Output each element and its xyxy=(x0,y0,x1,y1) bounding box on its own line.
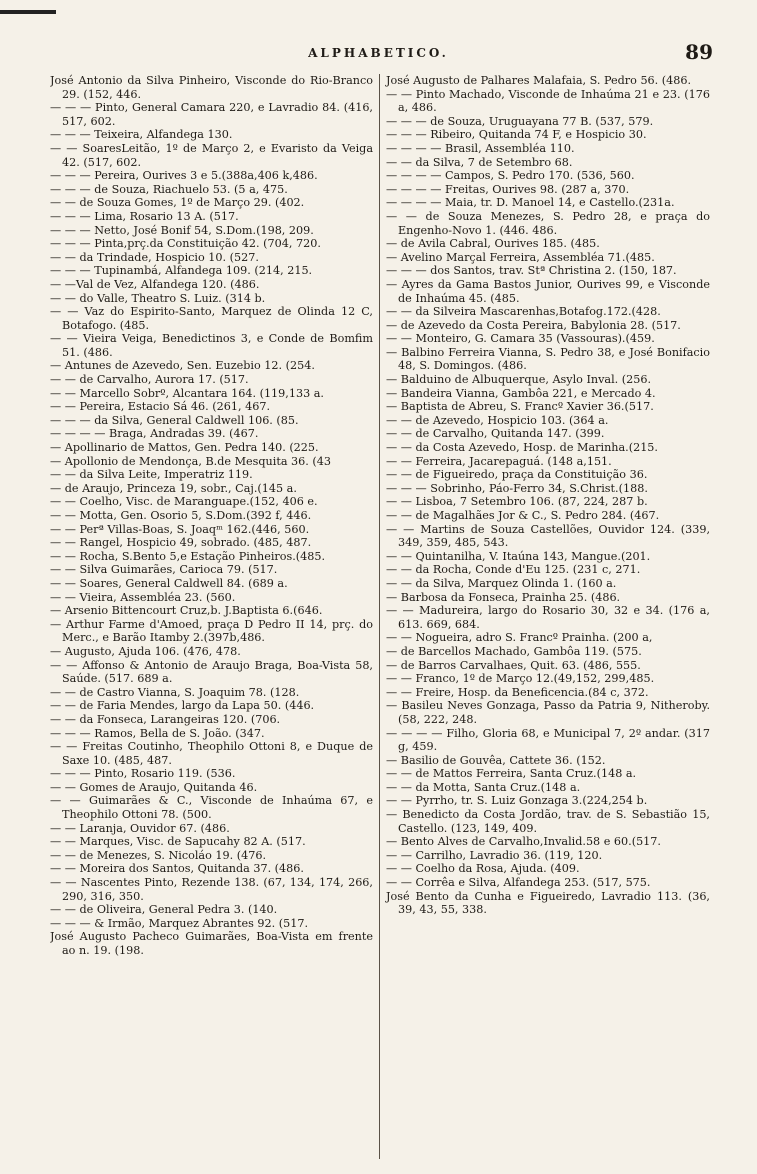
directory-entry: — — — da Silva, General Caldwell 106. (85. xyxy=(50,413,299,427)
directory-entry: — de Barros Carvalhaes, Quit. 63. (486, 555. xyxy=(386,658,641,672)
directory-entry: — — da Silva Leite, Imperatriz 119. xyxy=(50,468,253,482)
directory-entry: — — Vaz do Espirito-Santo, Marquez de Olinda 12 C, Botafogo. (485. xyxy=(50,305,373,332)
directory-entry: — — de Souza Menezes, S. Pedro 28, e praça do Engenho-Novo 1. (446. 486. xyxy=(386,209,710,237)
directory-entry: — — da Fonseca, Larangeiras 120. (706. xyxy=(50,712,281,726)
left-column xyxy=(50,74,380,1159)
directory-entry: — — da Silva, Marquez Olinda 1. (160 a. xyxy=(386,576,617,590)
directory-entry: — Basilio de Gouvêa, Cattete 36. (152. xyxy=(386,753,606,767)
directory-entry: — — da Silva, 7 de Setembro 68. xyxy=(386,155,573,169)
directory-entry: — Benedicto da Costa Jordão, trav. de S. Sebastião 15, Castello. (123, 149, 409. xyxy=(386,808,710,835)
directory-entry: — de Avila Cabral, Ourives 185. (485. xyxy=(386,237,600,251)
running-head: ALPHABETICO. xyxy=(308,46,449,60)
entry-columns xyxy=(50,74,710,1159)
directory-entry: — — do Valle, Theatro S. Luiz. (314 b. xyxy=(50,291,266,305)
directory-entry: — — da Costa Azevedo, Hosp. de Marinha.(215. xyxy=(386,441,658,455)
directory-entry: — — Madureira, largo do Rosario 30, 32 e 34. (176 a, 613. 669, 684. xyxy=(386,604,710,631)
directory-entry: — — de Castro Vianna, S. Joaquim 78. (128. xyxy=(50,685,300,699)
directory-entry: — — — Pereira, Ourives 3 e 5.(388a,406 k,486. xyxy=(50,169,318,183)
directory-entry: — —Val de Vez, Alfandega 120. (486. xyxy=(50,277,260,291)
directory-entry: — — Nogueira, adro S. Francº Prainha. (200 a, xyxy=(386,631,653,645)
directory-entry: — — Perª Villas-Boas, S. Joaqᵐ 162.(446, 560. xyxy=(50,522,310,536)
directory-entry: — — — Ribeiro, Quitanda 74 F, e Hospicio 30. xyxy=(386,128,647,142)
directory-entry: — — — Pinto, Rosario 119. (536. xyxy=(50,767,236,781)
directory-entry: — — de Menezes, S. Nicoláo 19. (476. xyxy=(50,848,267,862)
directory-entry: — — — — Brasil, Assembléa 110. xyxy=(386,141,575,155)
directory-entry: — Augusto, Ajuda 106. (476, 478. xyxy=(50,644,241,658)
directory-entry: — — de Carvalho, Quitanda 147. (399. xyxy=(386,427,605,441)
directory-entry: José Antonio da Silva Pinheiro, Visconde do Rio-Branco 29. (152, 446. xyxy=(50,74,373,101)
directory-entry: — — — de Souza, Riachuelo 53. (5 a, 475. xyxy=(50,182,288,196)
directory-entry: — — de Oliveira, General Pedra 3. (140. xyxy=(50,903,278,917)
directory-entry: — — Nascentes Pinto, Rezende 138. (67, 134, 174, 266, 290, 316, 350. xyxy=(50,876,373,903)
directory-entry: — — Gomes de Araujo, Quitanda 46. xyxy=(50,780,258,794)
directory-entry: — Ayres da Gama Bastos Junior, Ourives 99, e Visconde de Inhaúma 45. (485. xyxy=(386,277,710,305)
directory-entry: — — Carrilho, Lavradio 36. (119, 120. xyxy=(386,848,603,862)
directory-entry: — — — Lima, Rosario 13 A. (517. xyxy=(50,209,239,223)
directory-entry: — — — — Filho, Gloria 68, e Municipal 7, 2º andar. (317 g, 459. xyxy=(386,726,710,754)
directory-entry: — — Guimarães & C., Visconde de Inhaúma 67, e Theophilo Ottoni 78. (500. xyxy=(50,794,373,822)
directory-entry: — — Affonso & Antonio de Araujo Braga, Boa-Vista 58, Saúde. (517. 689 a. xyxy=(50,658,373,686)
directory-entry: — Balbino Ferreira Vianna, S. Pedro 38, e José Bonifacio 48, S. Domingos. (486. xyxy=(386,345,710,373)
directory-entry: — — — Pinta,prç.da Constituição 42. (704, 720. xyxy=(50,237,321,251)
directory-entry: — — Coelho, Visc. de Maranguape.(152, 406 e. xyxy=(50,495,318,509)
directory-entry: — — Corrêa e Silva, Alfandega 253. (517, 575. xyxy=(386,876,651,890)
directory-entry: — — Ferreira, Jacarepaguá. (148 a,151. xyxy=(386,454,612,468)
directory-entry: — — Rocha, S.Bento 5,e Estação Pinheiros.(485. xyxy=(50,549,326,563)
directory-entry: — — da Silveira Mascarenhas,Botafog.172.(428. xyxy=(386,305,661,319)
directory-entry: — — de Figueiredo, praça da Constituição 36. xyxy=(386,468,648,482)
directory-entry: — — Lisboa, 7 Setembro 106. (87, 224, 287 b. xyxy=(386,495,648,509)
directory-entry: — — de Azevedo, Hospicio 103. (364 a. xyxy=(386,413,609,427)
directory-entry: — Arthur Farme d'Amoed, praça D Pedro II 14, prç. do Merc., e Barão Itamby 2.(397b,486. xyxy=(50,617,373,645)
directory-entry: — Apollonio de Mendonça, B.de Mesquita 36. (43 xyxy=(50,454,332,468)
right-column xyxy=(380,74,710,1159)
directory-entry: — — Pereira, Estacio Sá 46. (261, 467. xyxy=(50,400,270,414)
directory-entry: — — de Carvalho, Aurora 17. (517. xyxy=(50,373,249,387)
directory-entry: — Balduino de Albuquerque, Asylo Inval. (256. xyxy=(386,373,652,387)
top-rule-mark xyxy=(0,10,56,14)
directory-entry: — — — de Souza, Uruguayana 77 B. (537, 579. xyxy=(386,114,654,128)
directory-entry: José Augusto Pacheco Guimarães, Boa-Vista em frente ao n. 19. (198. xyxy=(50,930,373,957)
directory-entry: — — Monteiro, G. Camara 35 (Vassouras).(459. xyxy=(386,332,655,346)
directory-entry: — — — — Braga, Andradas 39. (467. xyxy=(50,427,259,441)
directory-entry: — de Azevedo da Costa Pereira, Babylonia 28. (517. xyxy=(386,318,681,332)
directory-entry: — — — Ramos, Bella de S. João. (347. xyxy=(50,726,265,740)
directory-entry: — — Laranja, Ouvidor 67. (486. xyxy=(50,821,230,835)
directory-entry: — — Vieira, Assembléa 23. (560. xyxy=(50,590,236,604)
directory-entry: — Bandeira Vianna, Gambôa 221, e Mercado 4. xyxy=(386,386,656,400)
directory-entry: — — Franco, 1º de Março 12.(49,152, 299,485. xyxy=(386,672,655,686)
directory-entry: — — Quintanilha, V. Itaúna 143, Mangue.(201. xyxy=(386,549,651,563)
directory-entry: José Augusto de Palhares Malafaia, S. Pedro 56. (486. xyxy=(386,74,692,87)
directory-entry: — de Araujo, Princeza 19, sobr., Caj.(145 a. xyxy=(50,481,297,495)
directory-entry: — — Soares, General Caldwell 84. (689 a. xyxy=(50,576,288,590)
page-number: 89 xyxy=(685,40,713,64)
directory-entry: — — da Rocha, Conde d'Eu 125. (231 c, 271. xyxy=(386,563,641,577)
directory-entry: — — da Motta, Santa Cruz.(148 a. xyxy=(386,780,581,794)
directory-entry: — — — — Maia, tr. D. Manoel 14, e Castello.(231a. xyxy=(386,196,675,210)
directory-entry: — Avelino Marçal Ferreira, Assembléa 71.(485. xyxy=(386,250,655,264)
directory-entry: — Antunes de Azevedo, Sen. Euzebio 12. (254. xyxy=(50,359,315,373)
directory-entry: — — — — Campos, S. Pedro 170. (536, 560. xyxy=(386,169,635,183)
directory-entry: — Bento Alves de Carvalho,Invalid.58 e 60.(517. xyxy=(386,835,661,849)
directory-entry: — — — — Freitas, Ourives 98. (287 a, 370. xyxy=(386,182,630,196)
directory-entry: — — de Mattos Ferreira, Santa Cruz.(148 a. xyxy=(386,767,637,781)
directory-entry: — de Barcellos Machado, Gambôa 119. (575. xyxy=(386,644,642,658)
directory-entry: — — Martins de Souza Castellões, Ouvidor 124. (339, 349, 359, 485, 543. xyxy=(386,522,710,550)
directory-entry: — Baptista de Abreu, S. Francº Xavier 36.(517. xyxy=(386,400,654,414)
directory-entry: — — — Sobrinho, Páo-Ferro 34, S.Christ.(188. xyxy=(386,481,648,495)
directory-entry: — — — Teixeira, Alfandega 130. xyxy=(50,128,233,142)
directory-entry: — — de Faria Mendes, largo da Lapa 50. (446. xyxy=(50,699,315,713)
directory-entry: — — — dos Santos, trav. Stª Christina 2. (150, 187. xyxy=(386,264,677,278)
directory-entry: — — Freitas Coutinho, Theophilo Ottoni 8, e Duque de Saxe 10. (485, 487. xyxy=(50,740,373,767)
directory-entry: — — Freire, Hosp. da Beneficencia.(84 c, 372. xyxy=(386,685,649,699)
directory-entry: — — de Magalhães Jor & C., S. Pedro 284. (467. xyxy=(386,509,660,522)
directory-entry: — — SoaresLeitão, 1º de Março 2, e Evaristo da Veiga 42. (517, 602. xyxy=(50,141,373,169)
directory-entry: — Basileu Neves Gonzaga, Passo da Patria 9, Nitheroby. (58, 222, 248. xyxy=(386,699,710,726)
directory-entry: — — Pinto Machado, Visconde de Inhaúma 21 e 23. (176 a, 486. xyxy=(386,87,710,115)
directory-entry: — — — Tupinambá, Alfandega 109. (214, 215. xyxy=(50,264,313,278)
directory-entry: — — — & Irmão, Marquez Abrantes 92. (517. xyxy=(50,916,309,930)
directory-entry: — — Rangel, Hospicio 49, sobrado. (485, 487. xyxy=(50,536,312,550)
directory-entry: — — da Trindade, Hospicio 10. (527. xyxy=(50,250,259,264)
directory-entry: — — Marques, Visc. de Sapucahy 82 A. (517. xyxy=(50,835,306,849)
directory-entry: — — — Pinto, General Camara 220, e Lavradio 84. (416, 517, 602. xyxy=(50,101,373,128)
directory-entry: — — Motta, Gen. Osorio 5, S.Dom.(392 f, 446. xyxy=(50,509,312,522)
directory-entry: — — Moreira dos Santos, Quitanda 37. (486. xyxy=(50,862,304,876)
directory-entry: — — de Souza Gomes, 1º de Março 29. (402. xyxy=(50,196,305,210)
directory-entry: — Arsenio Bittencourt Cruz,b. J.Baptista 6.(646. xyxy=(50,604,323,618)
directory-entry: — Barbosa da Fonseca, Prainha 25. (486. xyxy=(386,590,621,604)
directory-entry: — — Silva Guimarães, Carioca 79. (517. xyxy=(50,563,278,577)
directory-entry: José Bento da Cunha e Figueiredo, Lavradio 113. (36, 39, 43, 55, 338. xyxy=(386,889,710,917)
directory-entry: — — Vieira Veiga, Benedictinos 3, e Conde de Bomfim 51. (486. xyxy=(50,332,373,359)
directory-entry: — — Coelho da Rosa, Ajuda. (409. xyxy=(386,862,580,876)
directory-entry: — Apollinario de Mattos, Gen. Pedra 140. (225. xyxy=(50,441,319,455)
directory-entry: — — Pyrrho, tr. S. Luiz Gonzaga 3.(224,254 b. xyxy=(386,794,648,808)
directory-entry: — — Marcello Sobrº, Alcantara 164. (119,133 a. xyxy=(50,386,324,400)
page-header xyxy=(0,40,757,70)
directory-entry: — — — Netto, José Bonif 54, S.Dom.(198, 209. xyxy=(50,223,314,237)
